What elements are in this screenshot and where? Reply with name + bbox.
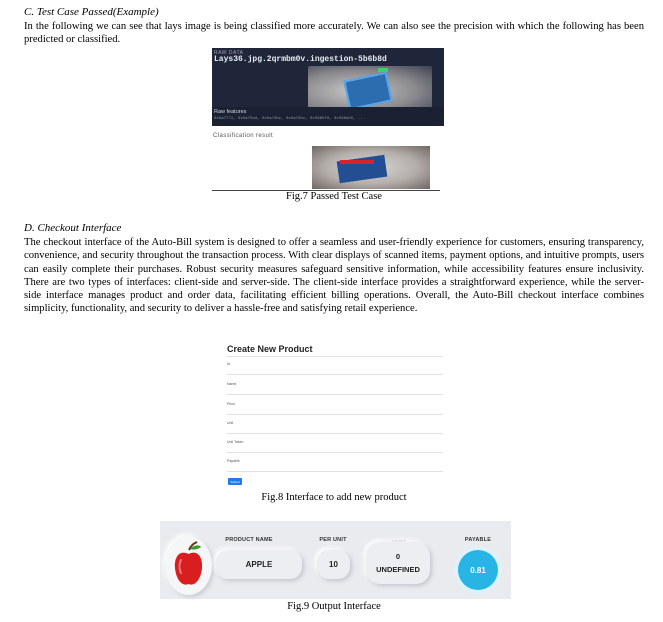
product-name-value: APPLE xyxy=(245,560,273,569)
raw-features-label: Raw features xyxy=(214,109,247,115)
section-d-heading: D. Checkout Interface xyxy=(24,222,122,234)
apple-icon xyxy=(165,536,212,595)
payable-badge xyxy=(458,550,498,590)
filename-label: Lays36.jpg.2qrmbm0v.ingestion-5b6b8d xyxy=(214,55,387,64)
raw-features-values: 0x5a7771, 0x5a75bd, 0x5a73bc, 0x5a72bc, 0x5965f0, 0x596eb5, ... xyxy=(214,117,366,121)
unit-taken-input[interactable] xyxy=(227,452,443,453)
units-value: 0 xyxy=(395,552,401,561)
payable-header: PAYABLE xyxy=(464,537,492,543)
units-status: UNDEFINED xyxy=(376,565,420,574)
section-c-heading: C. Test Case Passed(Example) xyxy=(24,6,159,18)
create-product-form xyxy=(225,341,445,491)
per-unit-header: PER UNIT xyxy=(319,537,347,543)
field-label-unit-taken: Unit Taken xyxy=(227,440,244,444)
field-label-id: Id xyxy=(227,362,230,366)
fig7-caption: Fig.7 Passed Test Case xyxy=(286,191,382,202)
title-divider xyxy=(227,356,443,357)
per-unit-field xyxy=(317,550,350,579)
payable-input[interactable] xyxy=(227,471,443,472)
unit-input[interactable] xyxy=(227,433,443,434)
payable-value: 0.81 xyxy=(470,565,486,575)
classification-result-label: Classification result xyxy=(213,133,274,139)
per-unit-value: 10 xyxy=(329,560,338,569)
section-c-paragraph: In the following we can see that lays image is being classified more accurately. We can also see the precision with which the following has been predicted or classified. xyxy=(24,21,644,46)
units-field xyxy=(366,542,430,584)
submit-button[interactable]: Submit xyxy=(228,478,242,485)
raw-data-label: RAW DATA xyxy=(214,50,244,56)
field-label-name: Name xyxy=(227,382,237,386)
fig8-caption: Fig.8 Interface to add new product xyxy=(261,492,407,503)
form-title: Create New Product xyxy=(227,344,313,354)
output-interface xyxy=(160,521,511,599)
field-label-unit: Unit xyxy=(227,421,234,425)
product-name-field xyxy=(216,550,302,579)
fig9-caption: Fig.9 Output Interface xyxy=(287,601,381,612)
id-input[interactable] xyxy=(227,374,443,375)
section-d-paragraph: The checkout interface of the Auto-Bill system is designed to offer a seamless and user-friendly experience for customers, ensuring transparency, convenience, and security throughout the transaction process. With clear displays of scanned items, payment options, and intuitive prompts, users can easily complete their purchases. Robust security measures safeguard sensitive information, while accessibility features ensure inclusivity. There are two types of interfaces: client-side and server-side. The client-side interface provides a straightforward experience, while the server-side interface manages product and order data, facilitating efficient billing operations. Overall, the Auto-Bill checkout interface combines simplicity, functionality, and security to deliver a hassle-free and satisfying retail experience. xyxy=(24,237,644,315)
lays-image-classified xyxy=(312,146,430,189)
name-input[interactable] xyxy=(227,394,443,395)
price-input[interactable] xyxy=(227,414,443,415)
field-label-payable: Payable xyxy=(227,459,240,463)
apple-thumbnail xyxy=(165,536,212,595)
field-label-price: Price xyxy=(227,402,235,406)
product-name-header: PRODUCT NAME xyxy=(225,537,273,543)
raw-features-band xyxy=(212,107,444,126)
